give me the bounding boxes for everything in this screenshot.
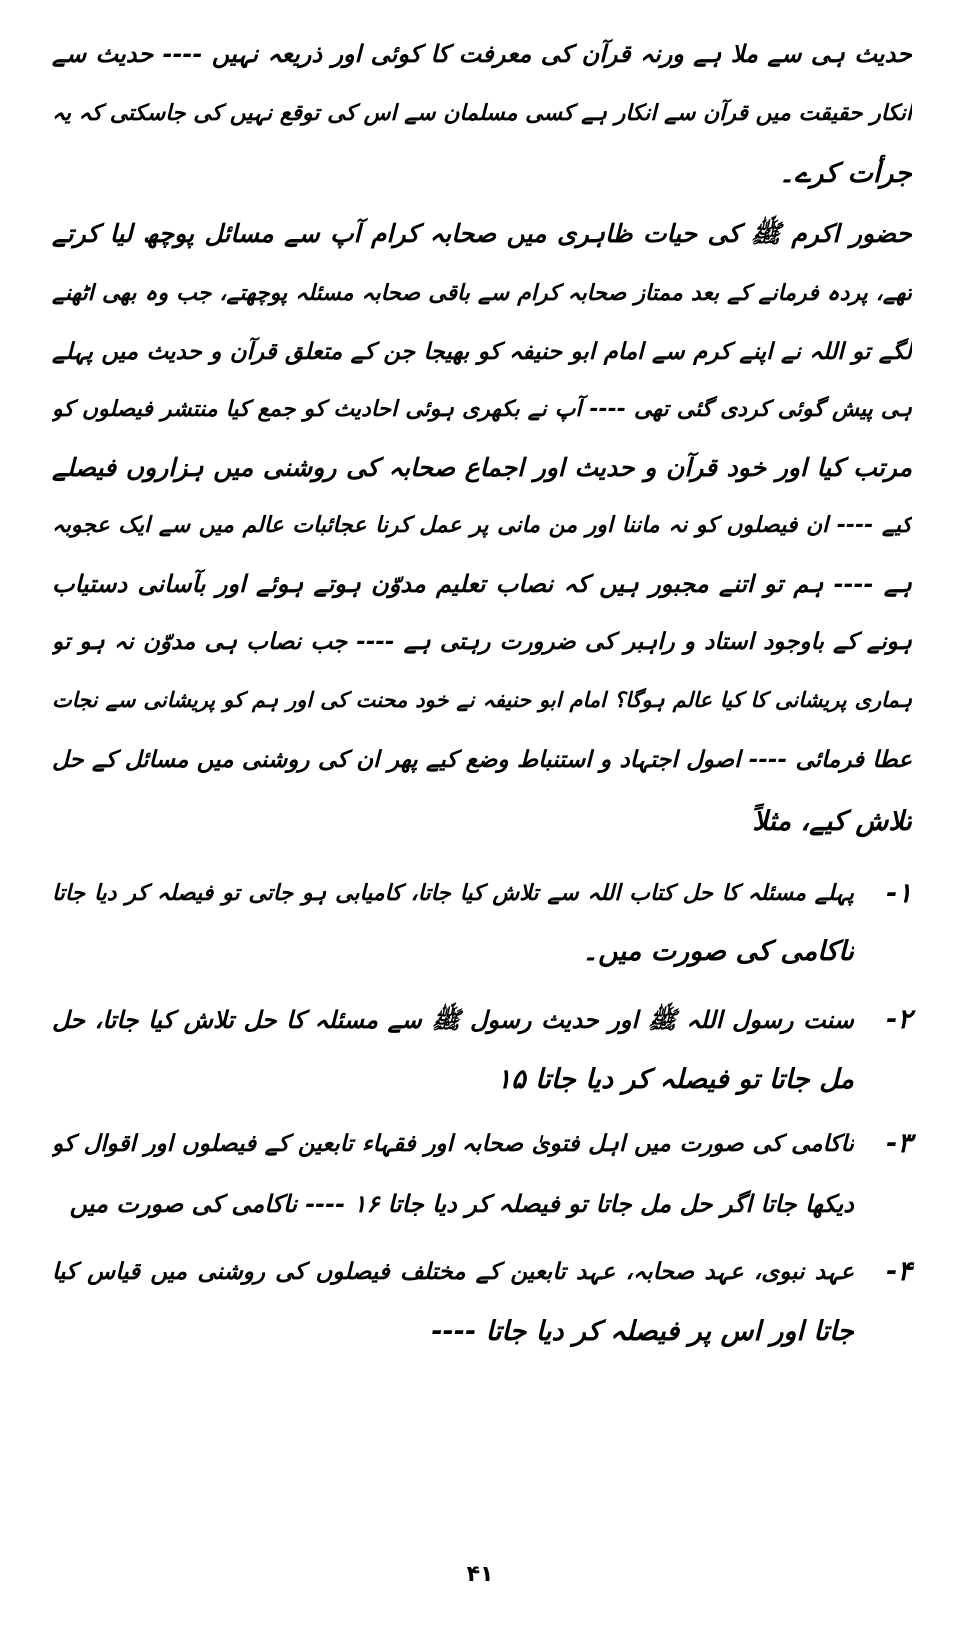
paragraph-2-line-1: حضور اکرم ﷺ کی حیات ظاہری میں صحابہ کرام آپ سے مسائل پوچھ لیا کرتے [52, 219, 912, 248]
list-item-1-line-2: ناکامی کی صورت میں۔ [582, 936, 854, 967]
list-item-2-number: ۲- [886, 1004, 912, 1035]
list-item-1-number: ۱- [886, 878, 912, 909]
document-page [52, 30, 912, 1610]
list-item-2-line-2: مل جاتا تو فیصلہ کر دیا جاتا ۱۵ [496, 1064, 854, 1095]
list-item-4-line-2: جاتا اور اس پر فیصلہ کر دیا جاتا ---- [431, 1316, 854, 1347]
list-item-3-line-1: ناکامی کی صورت میں اہل فتویٰ صحابہ اور فقہاء تابعین کے فیصلوں اور اقوال کو [52, 1131, 854, 1157]
paragraph-2-line-6: کیے ---- ان فیصلوں کو نہ ماننا اور من مانی پر عمل کرنا عجائبات عالم میں سے ایک عجوبہ [52, 513, 912, 538]
list-item-3-line-2: دیکھا جاتا اگر حل مل جاتا تو فیصلہ کر دیا جاتا ۱۶ ---- ناکامی کی صورت میں [69, 1190, 854, 1218]
paragraph-1-line-2: انکار حقیقت میں قرآن سے انکار ہے کسی مسلمان سے اس کی توقع نہیں کی جاسکتی کہ یہ [52, 101, 912, 126]
paragraph-2-line-9: ہماری پریشانی کا کیا عالم ہوگا؟ امام ابو حنیفہ نے خود محنت کی اور ہم کو پریشانی سے نجات [52, 688, 912, 712]
paragraph-2-line-10: عطا فرمائی ---- اصول اجتہاد و استنباط وضع کیے پھر ان کی روشنی میں مسائل کے حل [52, 747, 912, 773]
list-item-3-number: ۳- [886, 1128, 912, 1159]
list-item-1-line-1: پہلے مسئلہ کا حل کتاب اللہ سے تلاش کیا جاتا، کامیابی ہو جاتی تو فیصلہ کر دیا جاتا [52, 881, 854, 906]
page-number: ۴۱ [466, 1562, 494, 1587]
list-item-2-line-1: سنت رسول اللہ ﷺ اور حدیث رسول ﷺ سے مسئلہ کا حل تلاش کیا جاتا، حل [52, 1006, 854, 1034]
paragraph-2-line-5: مرتب کیا اور خود قرآن و حدیث اور اجماع صحابہ کی روشنی میں ہزاروں فیصلے [52, 453, 912, 482]
paragraph-2-line-2: تھے، پردہ فرمانے کے بعد ممتاز صحابہ کرام سے باقی صحابہ مسئلہ پوچھتے، جب وہ بھی اٹھنے [52, 281, 912, 306]
paragraph-2-line-4: ہی پیش گوئی کردی گئی تھی ---- آپ نے بکھری ہوئی احادیث کو جمع کیا منتشر فیصلوں کو [52, 397, 912, 422]
list-item-4-number: ۴- [886, 1256, 912, 1287]
paragraph-2-line-11: تلاش کیے، مثلاً [752, 806, 912, 837]
paragraph-2-line-7: ہے ---- ہم تو اتنے مجبور ہیں کہ نصاب تعلیم مدوّن ہوتے ہوئے اور بآسانی دستیاب [52, 570, 912, 598]
paragraph-1-line-1: حدیث ہی سے ملا ہے ورنہ قرآن کی معرفت کا کوئی اور ذریعہ نہیں ---- حدیث سے [52, 40, 912, 68]
paragraph-1-line-3: جرأت کرے۔ [778, 158, 912, 189]
list-item-4-line-1: عہد نبوی، عہد صحابہ، عہد تابعین کے مختلف فیصلوں کی روشنی میں قیاس کیا [52, 1259, 854, 1285]
paragraph-2-line-8: ہونے کے باوجود استاد و راہبر کی ضرورت رہتی ہے ---- جب نصاب ہی مدوّن نہ ہو تو [52, 629, 912, 655]
paragraph-2-line-3: لگے تو اللہ نے اپنے کرم سے امام ابو حنیفہ کو بھیجا جن کے متعلق قرآن و حدیث میں پہلے [52, 339, 912, 365]
